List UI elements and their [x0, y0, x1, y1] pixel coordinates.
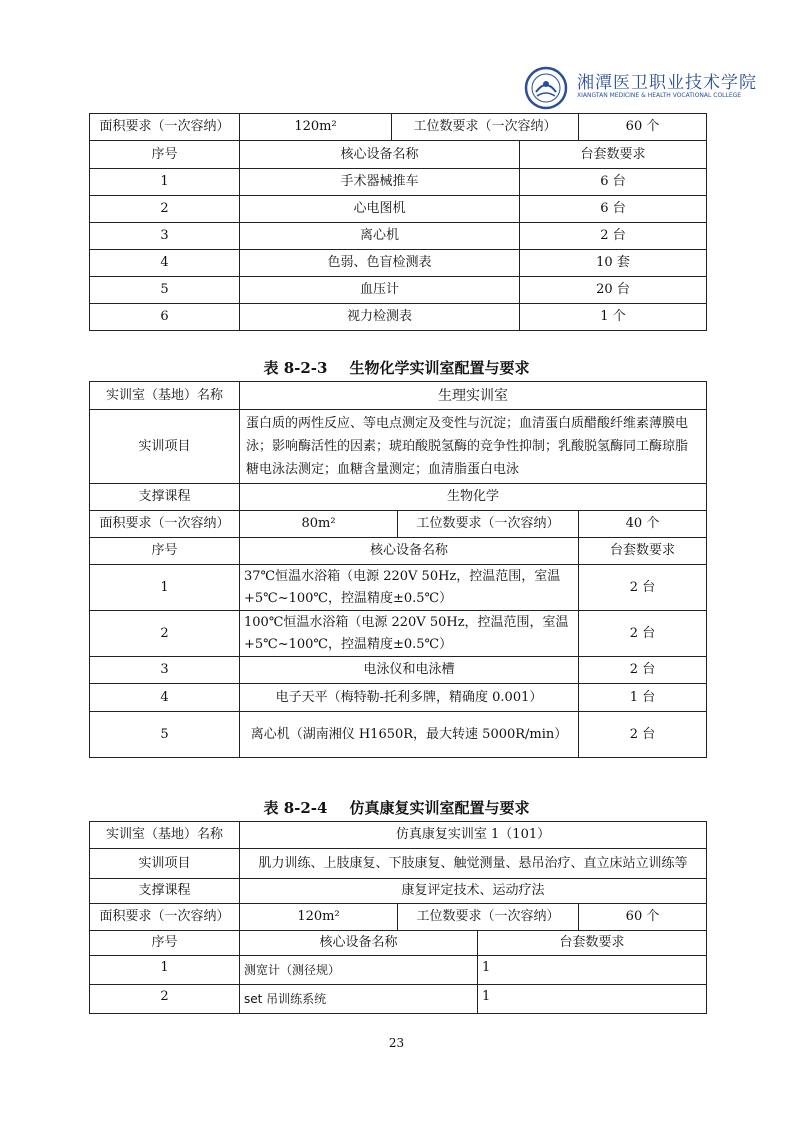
project-label: 实训项目 [90, 410, 240, 484]
biochem-lab-table [89, 381, 707, 758]
stations-value: 60 个 [579, 114, 707, 141]
stations-value: 60 个 [579, 904, 707, 931]
row-index: 2 [90, 985, 240, 1014]
table-caption-8-2-4 [0, 797, 793, 818]
caption-title: 生物化学实训室配置与要求 [349, 359, 530, 377]
row-quantity: 6 台 [520, 196, 707, 223]
row-index: 3 [90, 657, 240, 684]
row-equipment: 电泳仪和电泳槽 [240, 657, 579, 684]
row-equipment: 离心机（湖南湘仪 H1650R，最大转速 5000R/min） [240, 712, 579, 758]
col-header-equipment: 核心设备名称 [240, 141, 520, 169]
table-row [90, 985, 707, 1014]
row-quantity: 2 台 [520, 223, 707, 250]
college-name-en: XIANGTAN MEDICINE & HEALTH VOCATIONAL COLLEGE [577, 92, 742, 99]
course-value: 生物化学 [240, 484, 707, 511]
room-label: 实训室（基地）名称 [90, 382, 240, 410]
stations-label: 工位数要求（一次容纳） [398, 904, 579, 931]
course-label: 支撑课程 [90, 879, 240, 904]
col-header-equipment: 核心设备名称 [240, 931, 478, 956]
row-index: 6 [90, 304, 240, 331]
table-row [90, 684, 707, 712]
row-equipment: 色弱、色盲检测表 [240, 250, 520, 277]
col-header-index: 序号 [90, 538, 240, 565]
row-quantity: 10 套 [520, 250, 707, 277]
area-label: 面积要求（一次容纳） [90, 114, 240, 141]
row-equipment: 100℃恒温水浴箱（电源 220V 50Hz，控温范围，室温+5℃~100℃，控温精度±0.5℃） [240, 611, 579, 657]
table-row [90, 956, 707, 985]
table-row [90, 712, 707, 758]
row-index: 5 [90, 277, 240, 304]
row-quantity: 20 台 [520, 277, 707, 304]
table-row [90, 565, 707, 611]
college-emblem-icon [523, 66, 569, 110]
row-index: 2 [90, 611, 240, 657]
row-index: 1 [90, 565, 240, 611]
stations-label: 工位数要求（一次容纳） [398, 511, 579, 538]
row-index: 4 [90, 684, 240, 712]
row-equipment: 测宽计（测径规） [240, 956, 478, 985]
row-equipment: 37℃恒温水浴箱（电源 220V 50Hz，控温范围，室温+5℃~100℃，控温精度±0.5℃） [240, 565, 579, 611]
table-row [90, 196, 707, 223]
row-quantity: 1 [478, 956, 707, 985]
row-equipment: set 吊训练系统 [240, 985, 478, 1014]
col-header-quantity: 台套数要求 [579, 538, 707, 565]
room-label: 实训室（基地）名称 [90, 822, 240, 849]
col-header-index: 序号 [90, 931, 240, 956]
row-quantity: 2 台 [579, 611, 707, 657]
row-index: 4 [90, 250, 240, 277]
table-caption-8-2-3 [0, 357, 793, 378]
stations-value: 40 个 [579, 511, 707, 538]
row-quantity: 1 台 [579, 684, 707, 712]
row-quantity: 1 [478, 985, 707, 1014]
equipment-table-top [89, 113, 707, 331]
table-row [90, 657, 707, 684]
row-index: 3 [90, 223, 240, 250]
col-header-index: 序号 [90, 141, 240, 169]
row-equipment: 电子天平（梅特勒-托利多牌，精确度 0.001） [240, 684, 579, 712]
row-equipment: 血压计 [240, 277, 520, 304]
area-label: 面积要求（一次容纳） [90, 904, 240, 931]
row-quantity: 6 台 [520, 169, 707, 196]
row-equipment: 手术器械推车 [240, 169, 520, 196]
col-header-quantity: 台套数要求 [520, 141, 707, 169]
course-value: 康复评定技术、运动疗法 [240, 879, 707, 904]
row-equipment: 离心机 [240, 223, 520, 250]
college-name: 湘潭医卫职业技术学院 [577, 73, 757, 93]
caption-number: 表 8-2-4 [263, 799, 328, 817]
rehab-lab-table [89, 821, 707, 1014]
col-header-quantity: 台套数要求 [478, 931, 707, 956]
col-header-equipment: 核心设备名称 [240, 538, 579, 565]
row-index: 2 [90, 196, 240, 223]
row-equipment: 心电图机 [240, 196, 520, 223]
area-value: 80m² [240, 511, 398, 538]
room-value: 仿真康复实训室 1（101） [240, 822, 707, 849]
table-row [90, 277, 707, 304]
table-row [90, 169, 707, 196]
area-label: 面积要求（一次容纳） [90, 511, 240, 538]
caption-number: 表 8-2-3 [263, 359, 328, 377]
area-value: 120m² [240, 904, 398, 931]
project-label: 实训项目 [90, 849, 240, 879]
room-value: 生理实训室 [240, 382, 707, 410]
row-index: 1 [90, 169, 240, 196]
stations-label: 工位数要求（一次容纳） [392, 114, 579, 141]
table-row [90, 250, 707, 277]
table-row [90, 304, 707, 331]
row-index: 1 [90, 956, 240, 985]
row-index: 5 [90, 712, 240, 758]
row-quantity: 2 台 [579, 657, 707, 684]
area-value: 120m² [240, 114, 392, 141]
page-number: 23 [388, 1036, 405, 1050]
table-row [90, 611, 707, 657]
college-logo [523, 66, 757, 110]
project-value: 肌力训练、上肢康复、下肢康复、触觉测量、悬吊治疗、直立床站立训练等 [240, 849, 707, 879]
row-quantity: 2 台 [579, 565, 707, 611]
row-quantity: 2 台 [579, 712, 707, 758]
course-label: 支撑课程 [90, 484, 240, 511]
row-quantity: 1 个 [520, 304, 707, 331]
row-equipment: 视力检测表 [240, 304, 520, 331]
caption-title: 仿真康复实训室配置与要求 [349, 799, 530, 817]
project-value: 蛋白质的两性反应、等电点测定及变性与沉淀；血清蛋白质醋酸纤维素薄膜电泳；影响酶活性的因素；琥珀酸脱氢酶的竞争性抑制；乳酸脱氢酶同工酶琼脂糖电泳法测定；血糖含量测定；血清脂蛋白电泳 [240, 410, 707, 484]
table-row [90, 223, 707, 250]
